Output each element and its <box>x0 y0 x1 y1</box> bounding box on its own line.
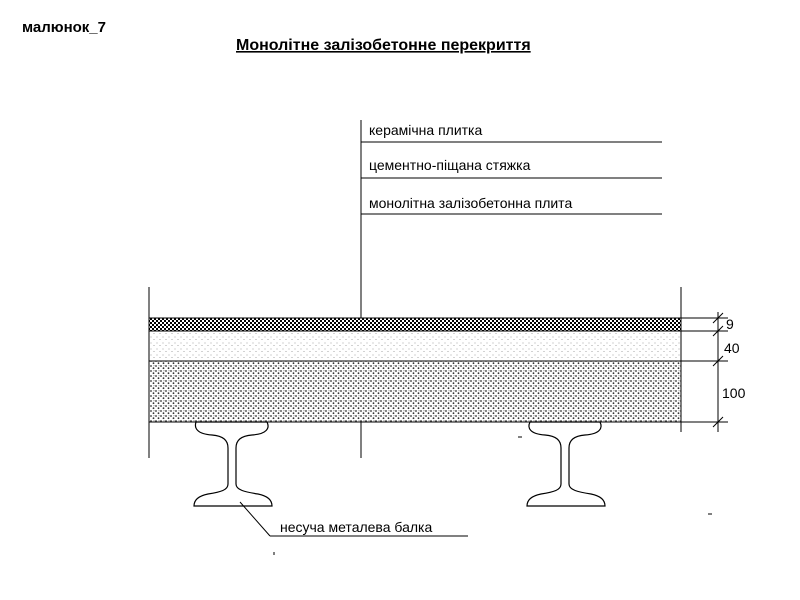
figure-label: малюнок_7 <box>22 19 106 36</box>
diagram-title: Монолітне залізобетонне перекриття <box>236 37 531 54</box>
cement-screed-layer <box>149 331 681 361</box>
layer-label-tile: керамічна плитка <box>369 122 483 138</box>
steel-beam-right <box>527 422 605 506</box>
layer-label-slab: монолітна залізобетонна плита <box>369 195 573 211</box>
layer-label-screed: цементно-піщана стяжка <box>369 157 531 173</box>
ceramic-tile-layer <box>149 318 681 331</box>
concrete-slab-layer <box>149 361 681 422</box>
beam-label: несуча металева балка <box>280 519 433 535</box>
dimension-value-tile: 9 <box>726 316 734 332</box>
beam-leader-diagonal <box>240 502 270 536</box>
dimension-value-slab: 100 <box>722 385 746 401</box>
dimension-value-screed: 40 <box>724 340 740 356</box>
steel-beam-left <box>194 422 272 506</box>
